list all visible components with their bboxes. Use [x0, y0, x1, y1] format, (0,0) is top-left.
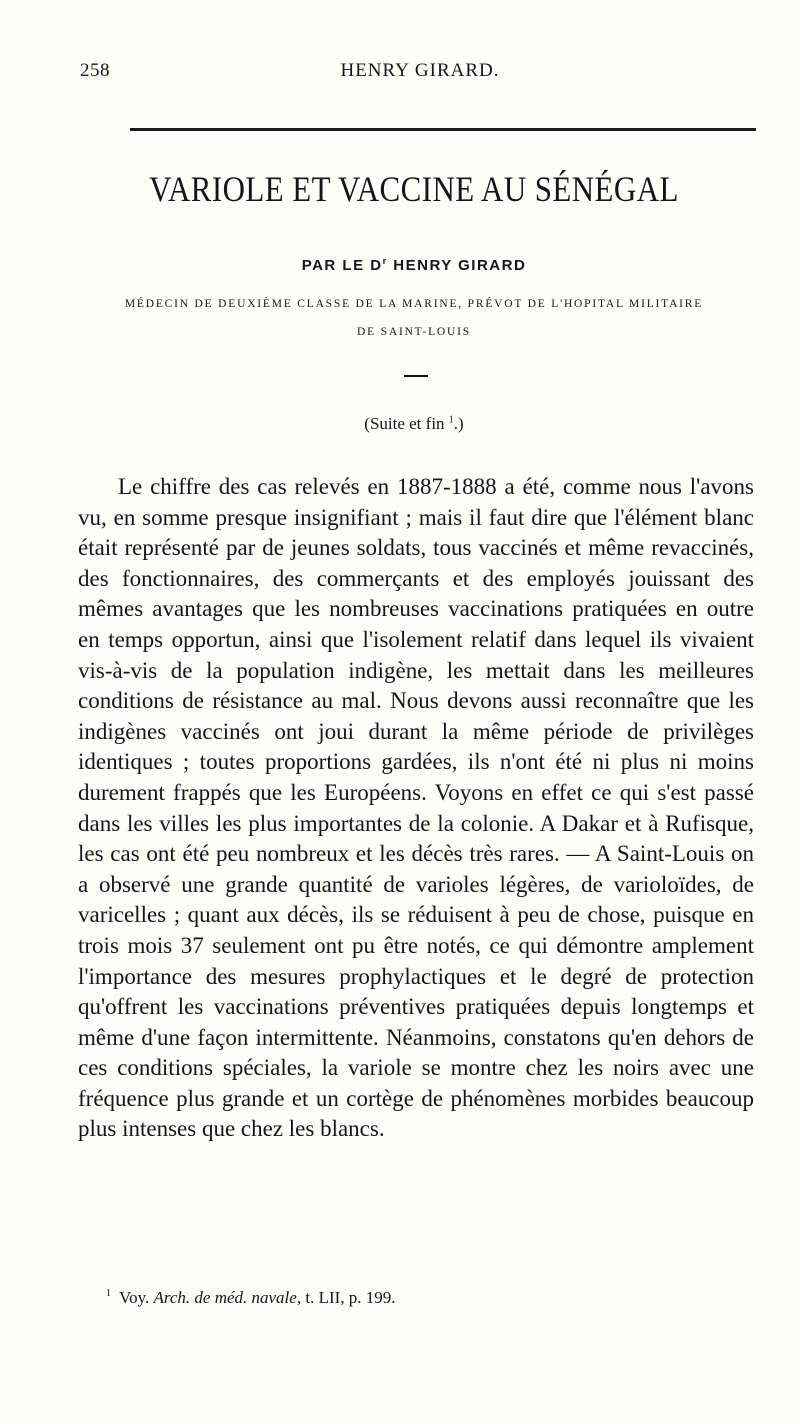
affiliation-line-1: MÉDECIN DE DEUXIÈME CLASSE DE LA MARINE, PRÉVOT DE L'HOPITAL MILITAIRE [124, 298, 704, 310]
byline [100, 256, 728, 274]
affiliation-line-2: DE SAINT-LOUIS [357, 326, 471, 338]
byline-superscript: r [382, 256, 388, 266]
footnote [106, 1288, 746, 1308]
byline-prefix: PAR LE D [301, 257, 383, 274]
footnote-prefix: Voy. [119, 1288, 154, 1307]
footnote-marker: 1 [106, 1288, 111, 1300]
continuation-note [100, 414, 728, 434]
body-paragraph: Le chiffre des cas relevés en 1887-1888 a été, comme nous l'avons vu, en somme presque insignifiant ; mais il faut dire que l'élément blanc était représenté par de jeunes soldats, tous vaccinés et même revaccinés, des fonctionnaires, des commerçants et des employés jouissant des mêmes avantages que les nombreuses vaccinations pratiquées en outre en temps opportun, ainsi que l'isolement relatif dans lequel ils vivaient vis-à-vis de la population indigène, les mettait dans les meilleures conditions de résistance au mal. Nous devons aussi reconnaître que les indigènes vaccinés ont joui durant la même période de privilèges identiques ; toutes proportions gardées, ils n'ont été ni plus ni moins durement frappés que les Européens. Voyons en effet ce qui s'est passé dans les villes les plus importantes de la colonie. A Dakar et à Rufisque, les cas ont été peu nombreux et les décès très rares. — A Saint-Louis on a observé une grande quantité de varioles légères, de varioloïdes, de varicelles ; quant aux décès, ils se réduisent à peu de chose, puisque en trois mois 37 seulement ont pu être notés, ce qui démontre amplement l'importance des mesures prophylactiques et le degré de protection qu'offrent les vaccinations préventives pratiquées depuis longtemps et même d'une façon intermittente. Néanmoins, constatons qu'en dehors de ces conditions spéciales, la variole se montre chez les noirs avec une fréquence plus grande et un cortège de phénomènes morbides beaucoup plus intenses que chez les blancs. [78, 474, 754, 1142]
section-divider [404, 375, 428, 377]
running-head-author: HENRY GIRARD. [340, 60, 500, 81]
footnote-suffix: , t. LII, p. 199. [296, 1288, 396, 1307]
continuation-footnote-marker: 1 [448, 414, 454, 426]
running-head [80, 60, 760, 86]
continuation-text: (Suite et fin [364, 414, 445, 433]
byline-name: HENRY GIRARD [387, 257, 527, 274]
header-rule [130, 128, 756, 131]
footnote-journal: Arch. de méd. navale [153, 1288, 297, 1307]
continuation-close: .) [453, 414, 464, 433]
page-number: 258 [80, 60, 110, 81]
article-title: VARIOLE ET VACCINE AU SÉNÉGAL [149, 169, 679, 209]
